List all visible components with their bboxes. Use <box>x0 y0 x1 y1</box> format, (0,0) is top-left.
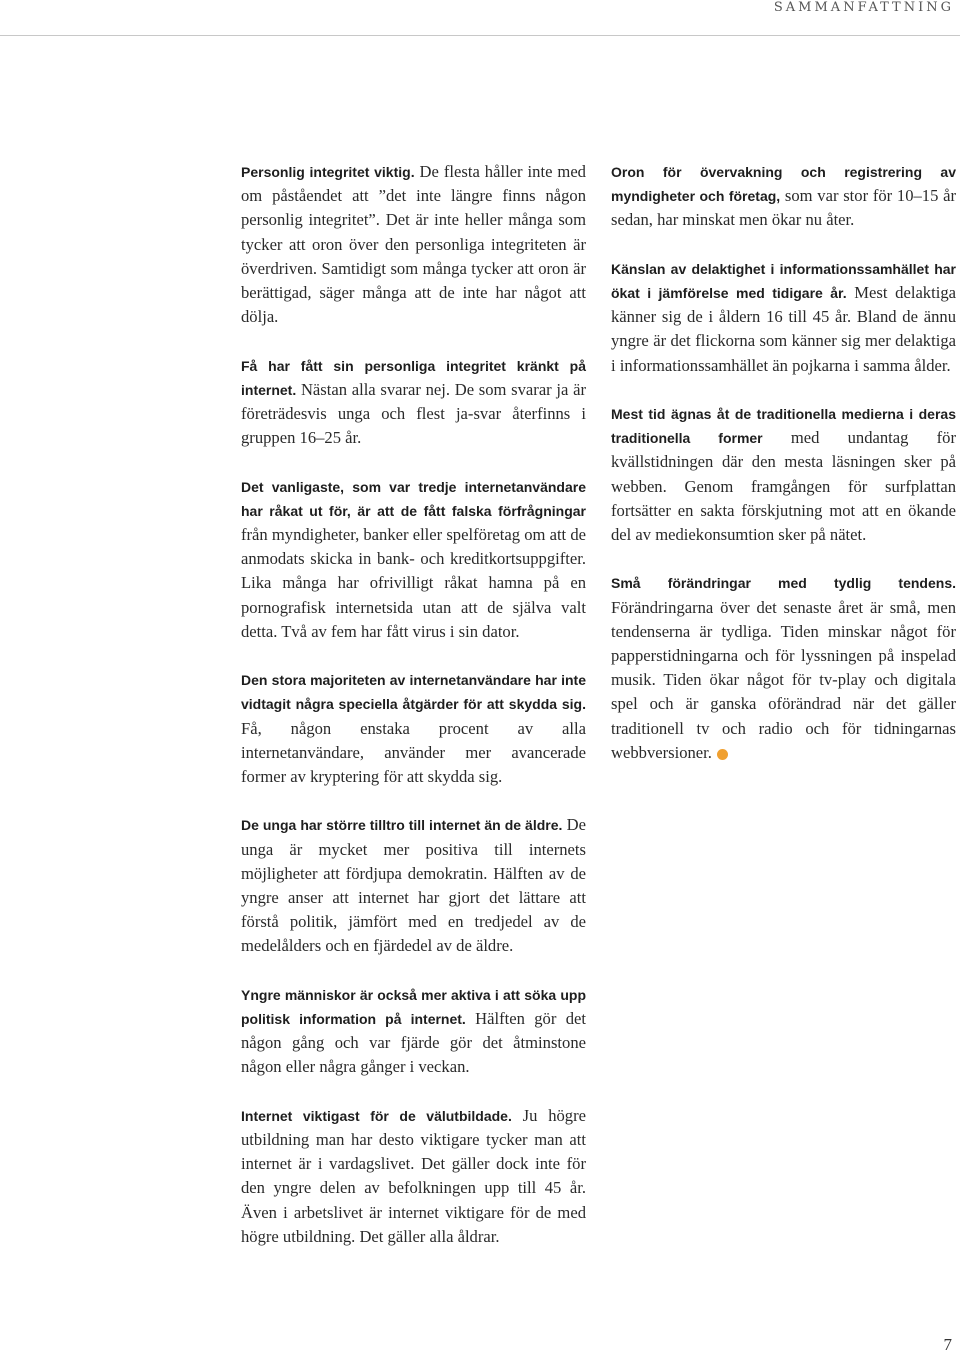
right-column <box>611 160 956 789</box>
page-number: 7 <box>943 1335 952 1354</box>
paragraph-body: Förändringarna över det senaste året är små, men tendenserna är tydliga. Tiden minskar något för papperstidningarna och för lyssningen på inspelad musik. Tiden ökar något för tv-play och digitala spel och är ganska oförändrad när det gäller traditionell tv och radio och för tidningarnas webbversioner. <box>611 597 956 762</box>
paragraph-lead: Internet viktigast för de välutbildade. <box>241 1107 512 1124</box>
paragraph <box>611 160 956 233</box>
paragraph <box>611 257 956 378</box>
paragraph <box>241 475 586 644</box>
paragraph <box>241 813 586 958</box>
paragraph-lead: Personlig integritet viktig. <box>241 164 415 180</box>
paragraph-lead: Yngre människor är också mer aktiva i att söka upp politisk information på internet. <box>241 986 586 1028</box>
paragraph-lead: Det vanligaste, som var tredje internetanvändare har råkat ut för, är att de fått falska förfrågningar <box>241 478 586 519</box>
paragraph-body: från myndigheter, banker eller spelföretag om att de anmodats skicka in bank- och kreditkortsuppgifter. Lika många har ofrivilligt råkat hamna på en pornografisk internetsida utan att de själva valt detta. Två av fem har fått virus i sin dator. <box>241 525 586 641</box>
paragraph-lead: Mest tid ägnas åt de traditionella medierna i deras traditionella former <box>611 406 956 447</box>
paragraph-body: Hälften gör det någon gång och var fjärde gör det åtminstone någon eller några gånger i veckan. <box>241 1009 586 1077</box>
paragraph-lead: Små förändringar med tydlig tendens. <box>611 575 956 592</box>
paragraph-lead: Känslan av delaktighet i informationssamhället har ökat i jämförelse med tidigare år. <box>611 260 956 301</box>
paragraph <box>611 571 956 765</box>
paragraph-body: Få, någon enstaka procent av alla internetanvändare, använder mer avancerade former av kryptering för att skydda sig. <box>241 718 586 787</box>
paragraph-lead: Oron för övervakning och registrering av myndigheter och företag, <box>611 164 956 205</box>
paragraph-lead: Den stora majoriteten av internetanvändare har inte vidtagit några speciella åtgärder för att skydda sig. <box>241 672 586 713</box>
section-header: SAMMANFATTNING <box>773 0 954 15</box>
paragraph <box>241 1104 586 1249</box>
paragraph-body: Ju högre utbildning man har desto viktigare tycker man att internet är i vardagslivet. Det gäller dock inte för den yngre delen av befolkningen upp till 45 år. Även i arbetslivet är internet viktigare för de med högre utbildning. Det gäller alla åldrar. <box>241 1105 586 1246</box>
left-column <box>241 160 586 1273</box>
paragraph-lead: De unga har större tilltro till internet än de äldre. <box>241 817 563 834</box>
paragraph <box>241 668 586 789</box>
paragraph-body: som var stor för 10–15 år sedan, har minskat men ökar nu åter. <box>611 186 956 230</box>
paragraph <box>241 354 586 451</box>
paragraph-body: Nästan alla svarar nej. De som svarar ja är företrädesvis unga och flest ja-svar återfinns i gruppen 16–25 år. <box>241 379 586 448</box>
header-divider <box>0 35 960 36</box>
paragraph-body: Mest delaktiga känner sig de i åldern 16 till 45 år. Bland de ännu yngre är det flickorna som känner sig mer delaktiga i informationssamhället än pojkarna i samma ålder. <box>611 283 956 375</box>
paragraph-lead: Få har fått sin personliga integritet kränkt på internet. <box>241 357 586 398</box>
paragraph-body: med undantag för kvällstidningen där den mesta läsningen sker på webben. Genom framgången för surfplattan fortsätter en sakta förskjutning mot att en ökande del av mediekonsumtion sker på nätet. <box>611 428 956 545</box>
paragraph <box>241 160 586 329</box>
paragraph <box>611 402 956 547</box>
paragraph-body: De flesta håller inte med om påståendet att ”det inte längre finns någon personlig integritet”. Det är inte heller många som tycker att oron över den personliga integriteten är överdriven. Samtidigt som många tycker att oron är berättigad, säger många att de inte har något att dölja. <box>241 162 586 327</box>
end-mark-dot-icon <box>717 749 728 760</box>
paragraph-body: De unga är mycket mer positiva till internets möjligheter att fördjupa demokratin. Hälften av de yngre anser att internet har gjort det lättare att förstå politik, jämfört med en tredjedel av de medelålders och en fjärdedel av de äldre. <box>241 815 586 956</box>
paragraph <box>241 983 586 1080</box>
